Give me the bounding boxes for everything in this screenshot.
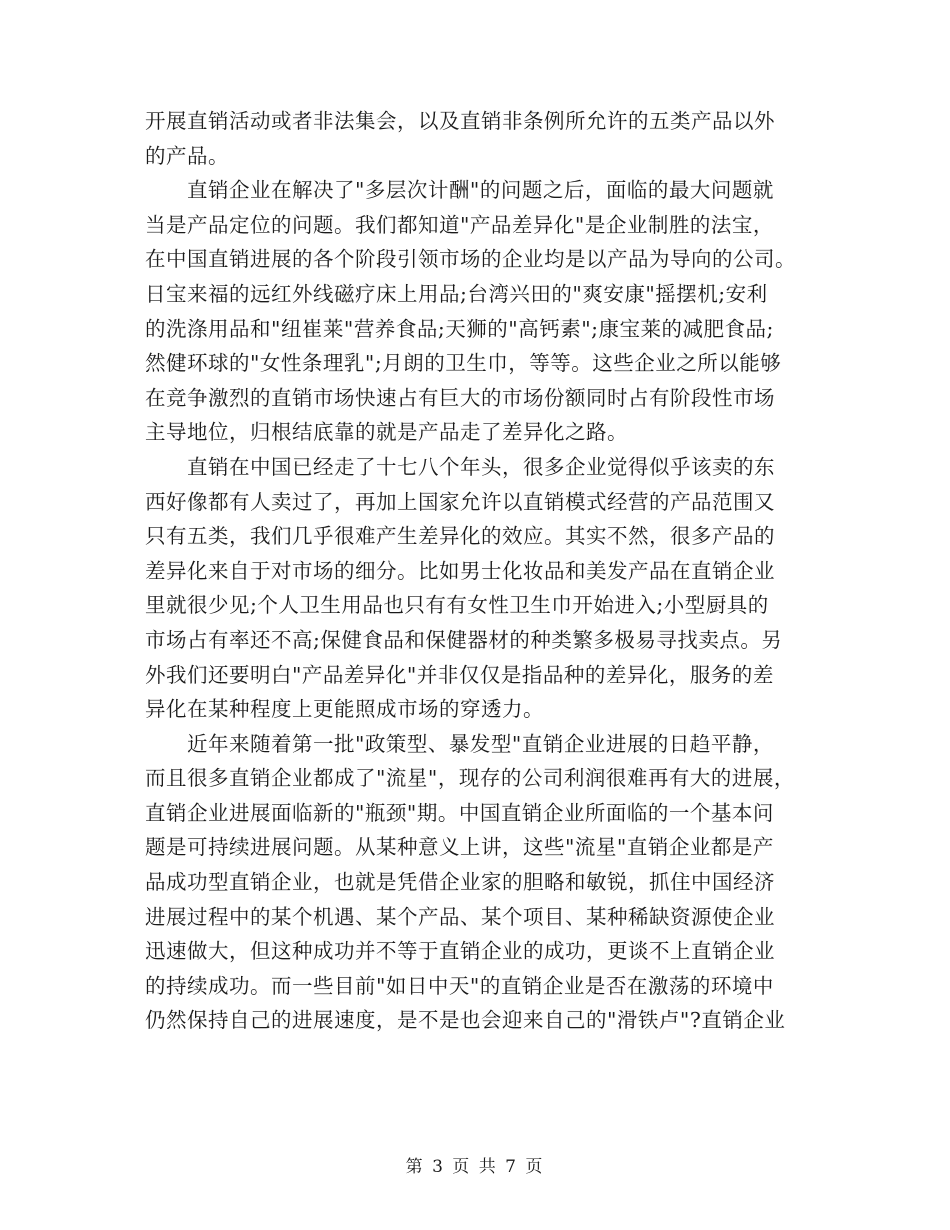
text-line: 近年来随着第一批"政策型、暴发型"直销企业进展的日趋平静， [187,731,774,756]
text-line: 进展过程中的某个机遇、某个产品、某个项目、某种稀缺资源使企业 [145,904,775,929]
text-line: 西好像都有人卖过了，再加上国家允许以直销模式经营的产品范围又 [145,489,775,514]
text-line: 直销在中国已经走了十七八个年头，很多企业觉得似乎该卖的东 [187,454,775,479]
text-line: 在竞争激烈的直销市场快速占有巨大的市场份额同时占有阶段性市场 [145,385,775,410]
text-line: 然健环球的"女性条理乳";月朗的卫生巾，等等。这些企业之所以能够 [145,351,782,376]
text-line: 直销企业进展面临新的"瓶颈"期。中国直销企业所面临的一个基本问 [145,800,774,825]
text-line: 品成功型直销企业，也就是凭借企业家的胆略和敏锐，抓住中国经济 [145,870,775,895]
text-line: 仍然保持自己的进展速度，是不是也会迎来自己的"滑铁卢"?直销企业 [145,1008,786,1033]
text-line: 的产品。 [145,143,229,168]
text-line: 迅速做大，但这种成功并不等于直销企业的成功，更谈不上直销企业 [145,939,775,964]
text-line: 外我们还要明白"产品差异化"并非仅仅是指品种的差异化，服务的差 [145,662,774,687]
text-line: 而且很多直销企业都成了"流星"，现存的公司利润很难再有大的进展， [145,766,795,791]
text-line: 主导地位，归根结底靠的就是产品走了差异化之路。 [145,420,628,445]
text-line: 在中国直销进展的各个阶段引领市场的企业均是以产品为导向的公司。 [145,247,796,272]
text-line: 的洗涤用品和"纽崔莱"营养食品;天狮的"高钙素";康宝莱的减肥食品; [145,316,774,341]
text-line: 题是可持续进展问题。从某种意义上讲，这些"流星"直销企业都是产 [145,835,774,860]
text-line: 只有五类，我们几乎很难产生差异化的效应。其实不然，很多产品的 [145,524,775,549]
text-line: 开展直销活动或者非法集会，以及直销非条例所允许的五类产品以外 [145,109,775,133]
text-line: 直销企业在解决了"多层次计酬"的问题之后，面临的最大问题就 [187,178,774,203]
text-line: 里就很少见;个人卫生用品也只有有女性卫生巾开始进入;小型厨具的 [145,593,769,618]
text-line: 的持续成功。而一些目前"如日中天"的直销企业是否在激荡的环境中 [145,973,774,998]
text-line: 差异化来自于对市场的细分。比如男士化妆品和美发产品在直销企业 [145,558,775,583]
text-line: 当是产品定位的问题。我们都知道"产品差异化"是企业制胜的法宝， [145,212,774,237]
text-line: 日宝来福的远红外线磁疗床上用品;台湾兴田的"爽安康"摇摆机;安利 [145,281,768,306]
page-footer: 第 3 页 共 7 页 [405,1157,545,1177]
document-body [145,104,813,1038]
text-line: 异化在某种程度上更能照成市场的穿透力。 [145,697,544,722]
text-line: 市场占有率还不高;保健食品和保健器材的种类繁多极易寻找卖点。另 [145,627,783,652]
